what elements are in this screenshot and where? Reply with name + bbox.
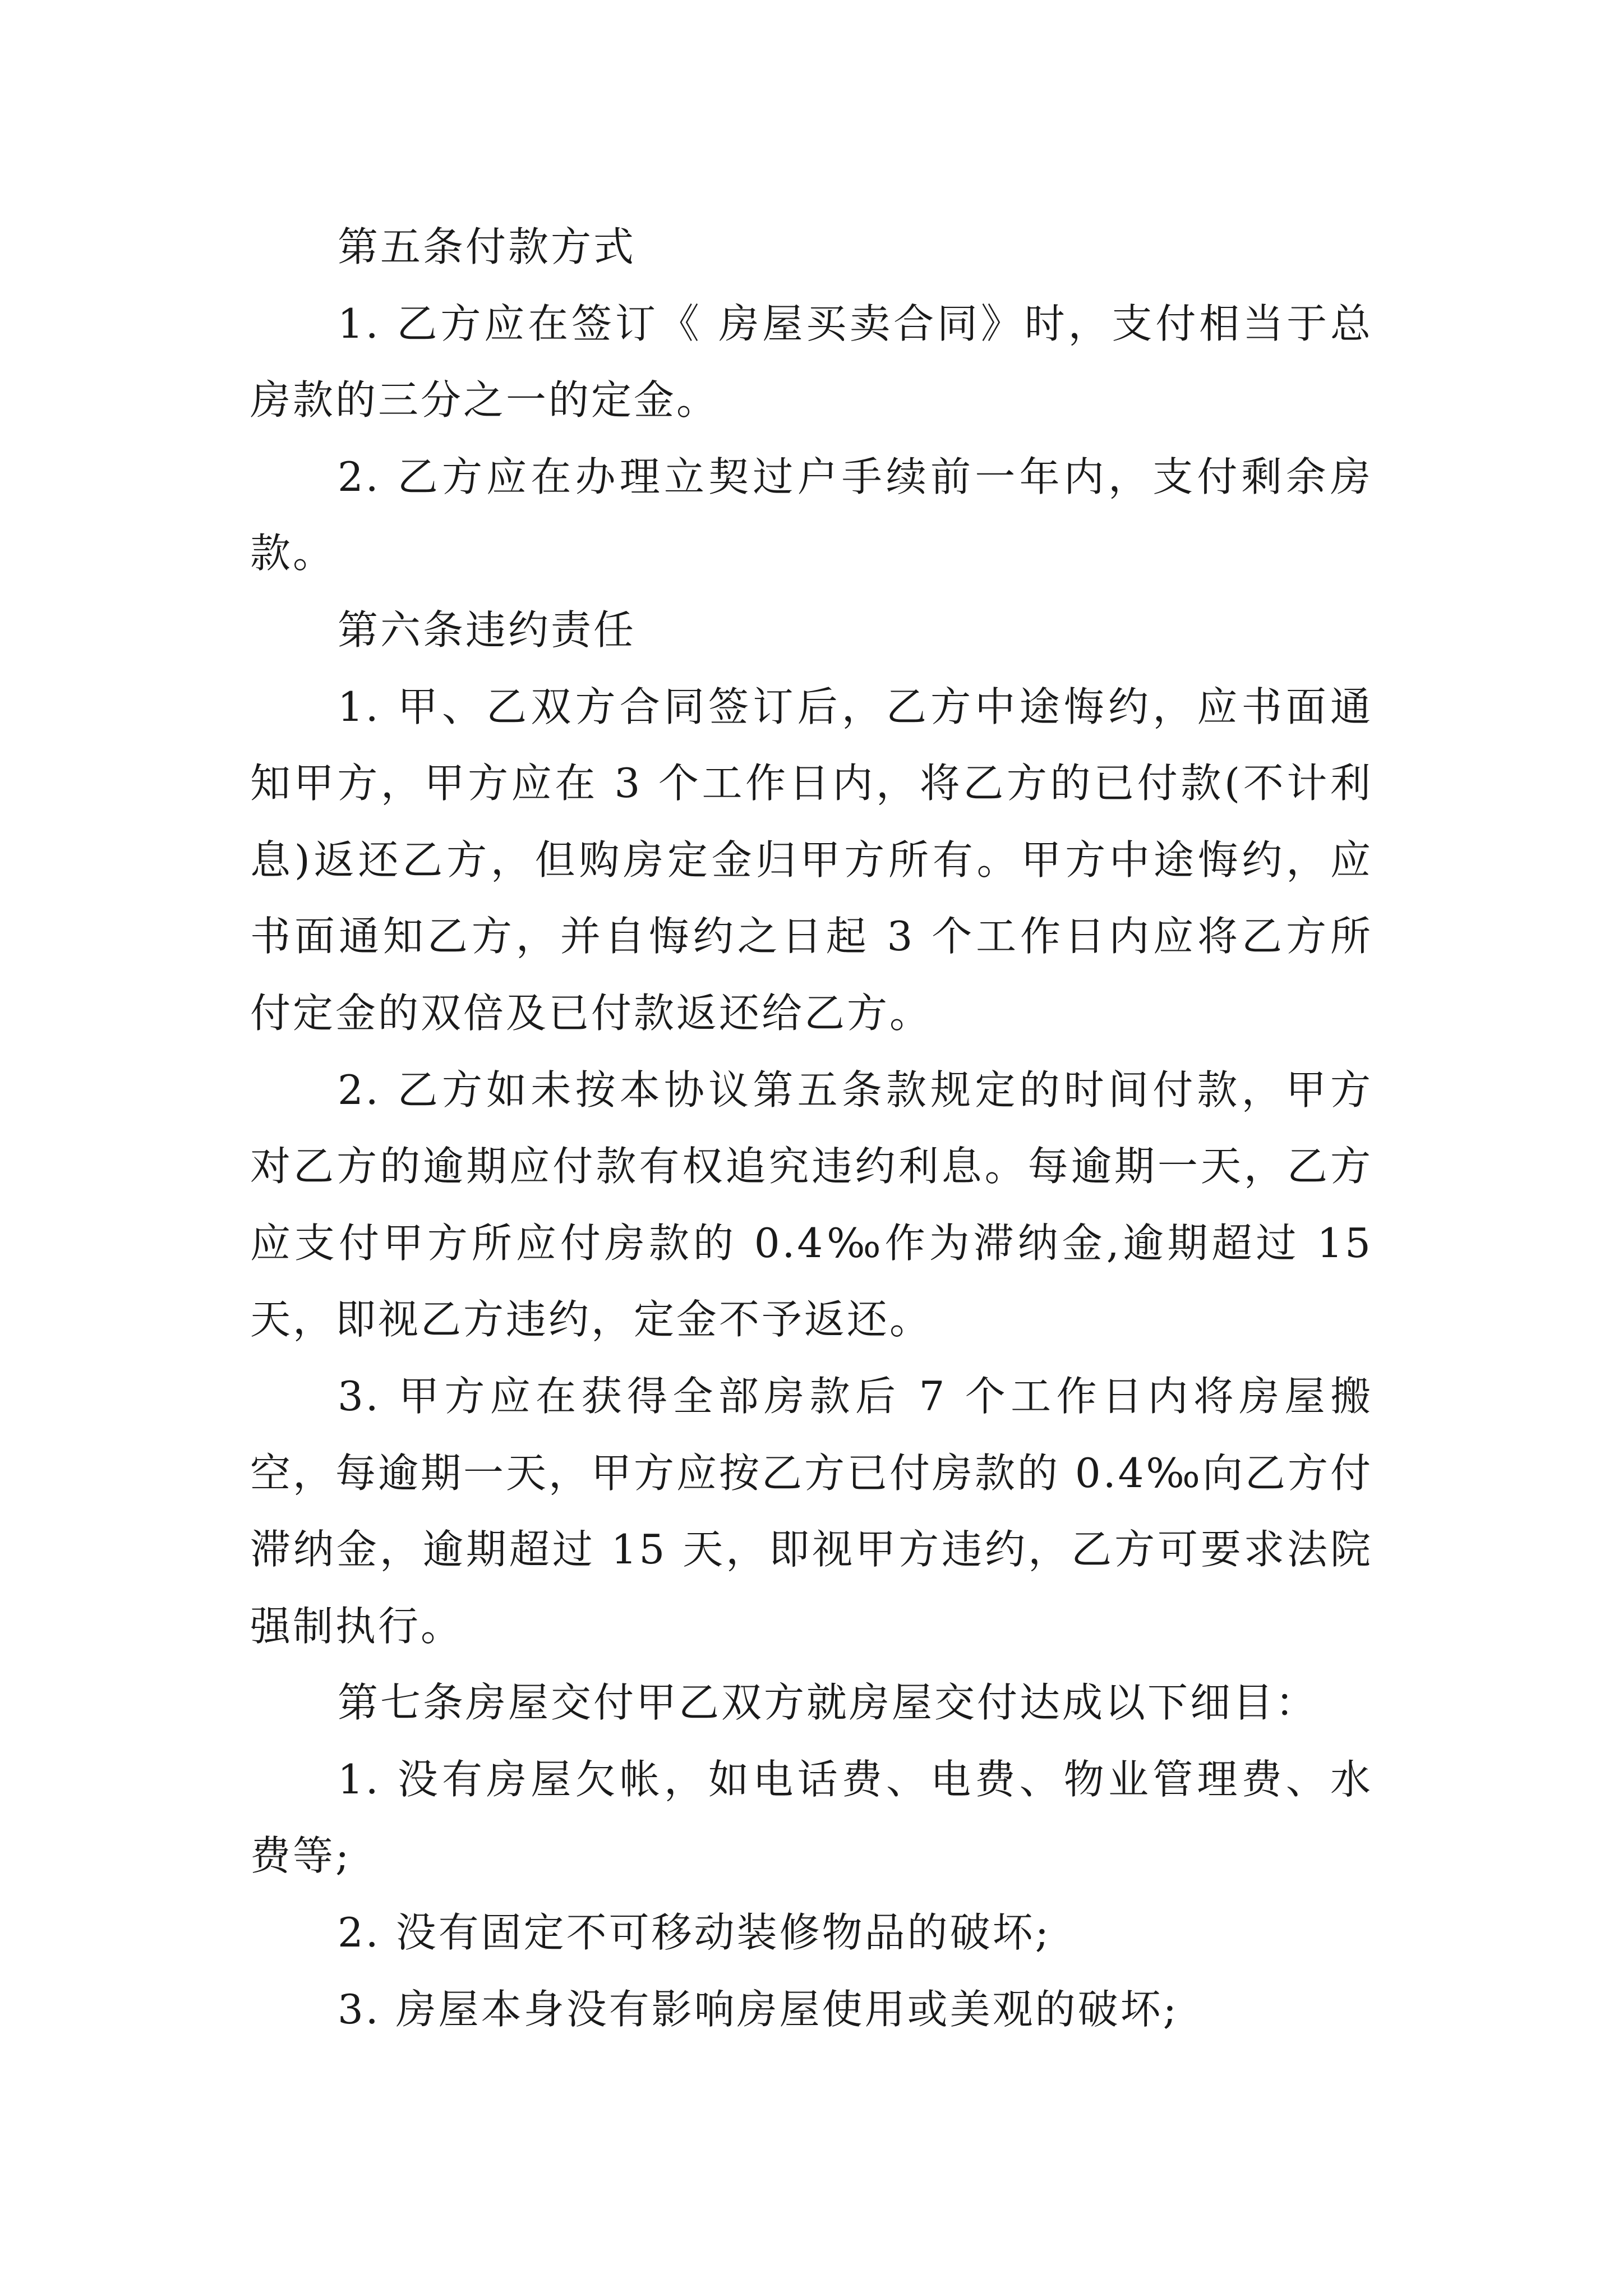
article-6-clause-1: 1. 甲、乙双方合同签订后，乙方中途悔约，应书面通知甲方，甲方应在 3 个工作日内，将乙方的已付款(不计利息)返还乙方，但购房定金归甲方所有。甲方中途悔约，应书面通知乙方，并自悔约之日起 3 个工作日内应将乙方所付定金的双倍及已付款返还给乙方。	[250, 683, 1373, 1037]
article-7-heading: 第七条房屋交付甲乙双方就房屋交付达成以下细目：	[338, 1679, 1318, 1727]
article-7-item-1: 1. 没有房屋欠帐，如电话费、电费、物业管理费、水费等;	[250, 1755, 1373, 1880]
article-7-item-3: 3. 房屋本身没有影响房屋使用或美观的破坏;	[338, 1985, 1179, 2033]
article-6-heading: 第六条违约责任	[338, 606, 637, 654]
article-6-clause-3: 3. 甲方应在获得全部房款后 7 个工作日内将房屋搬空，每逾期一天，甲方应按乙方已付房款的 0.4‰向乙方付滞纳金，逾期超过 15 天，即视甲方违约，乙方可要求法院强制执行。	[250, 1372, 1373, 1650]
document-body	[250, 209, 1373, 2047]
article-5-clause-2: 2. 乙方应在办理立契过户手续前一年内，支付剩余房款。	[250, 453, 1373, 577]
article-5-heading: 第五条付款方式	[338, 223, 637, 270]
article-6-clause-2: 2. 乙方如未按本协议第五条款规定的时间付款，甲方对乙方的逾期应付款有权追究违约利息。每逾期一天，乙方应支付甲方所应付房款的 0.4‰作为滞纳金,逾期超过 15 天，即视乙方违约，定金不予返还。	[250, 1066, 1373, 1343]
article-5-clause-1: 1. 乙方应在签订《 房屋买卖合同》时，支付相当于总房款的三分之一的定金。	[250, 300, 1373, 424]
article-7-item-2: 2. 没有固定不可移动装修物品的破坏;	[338, 1909, 1051, 1957]
